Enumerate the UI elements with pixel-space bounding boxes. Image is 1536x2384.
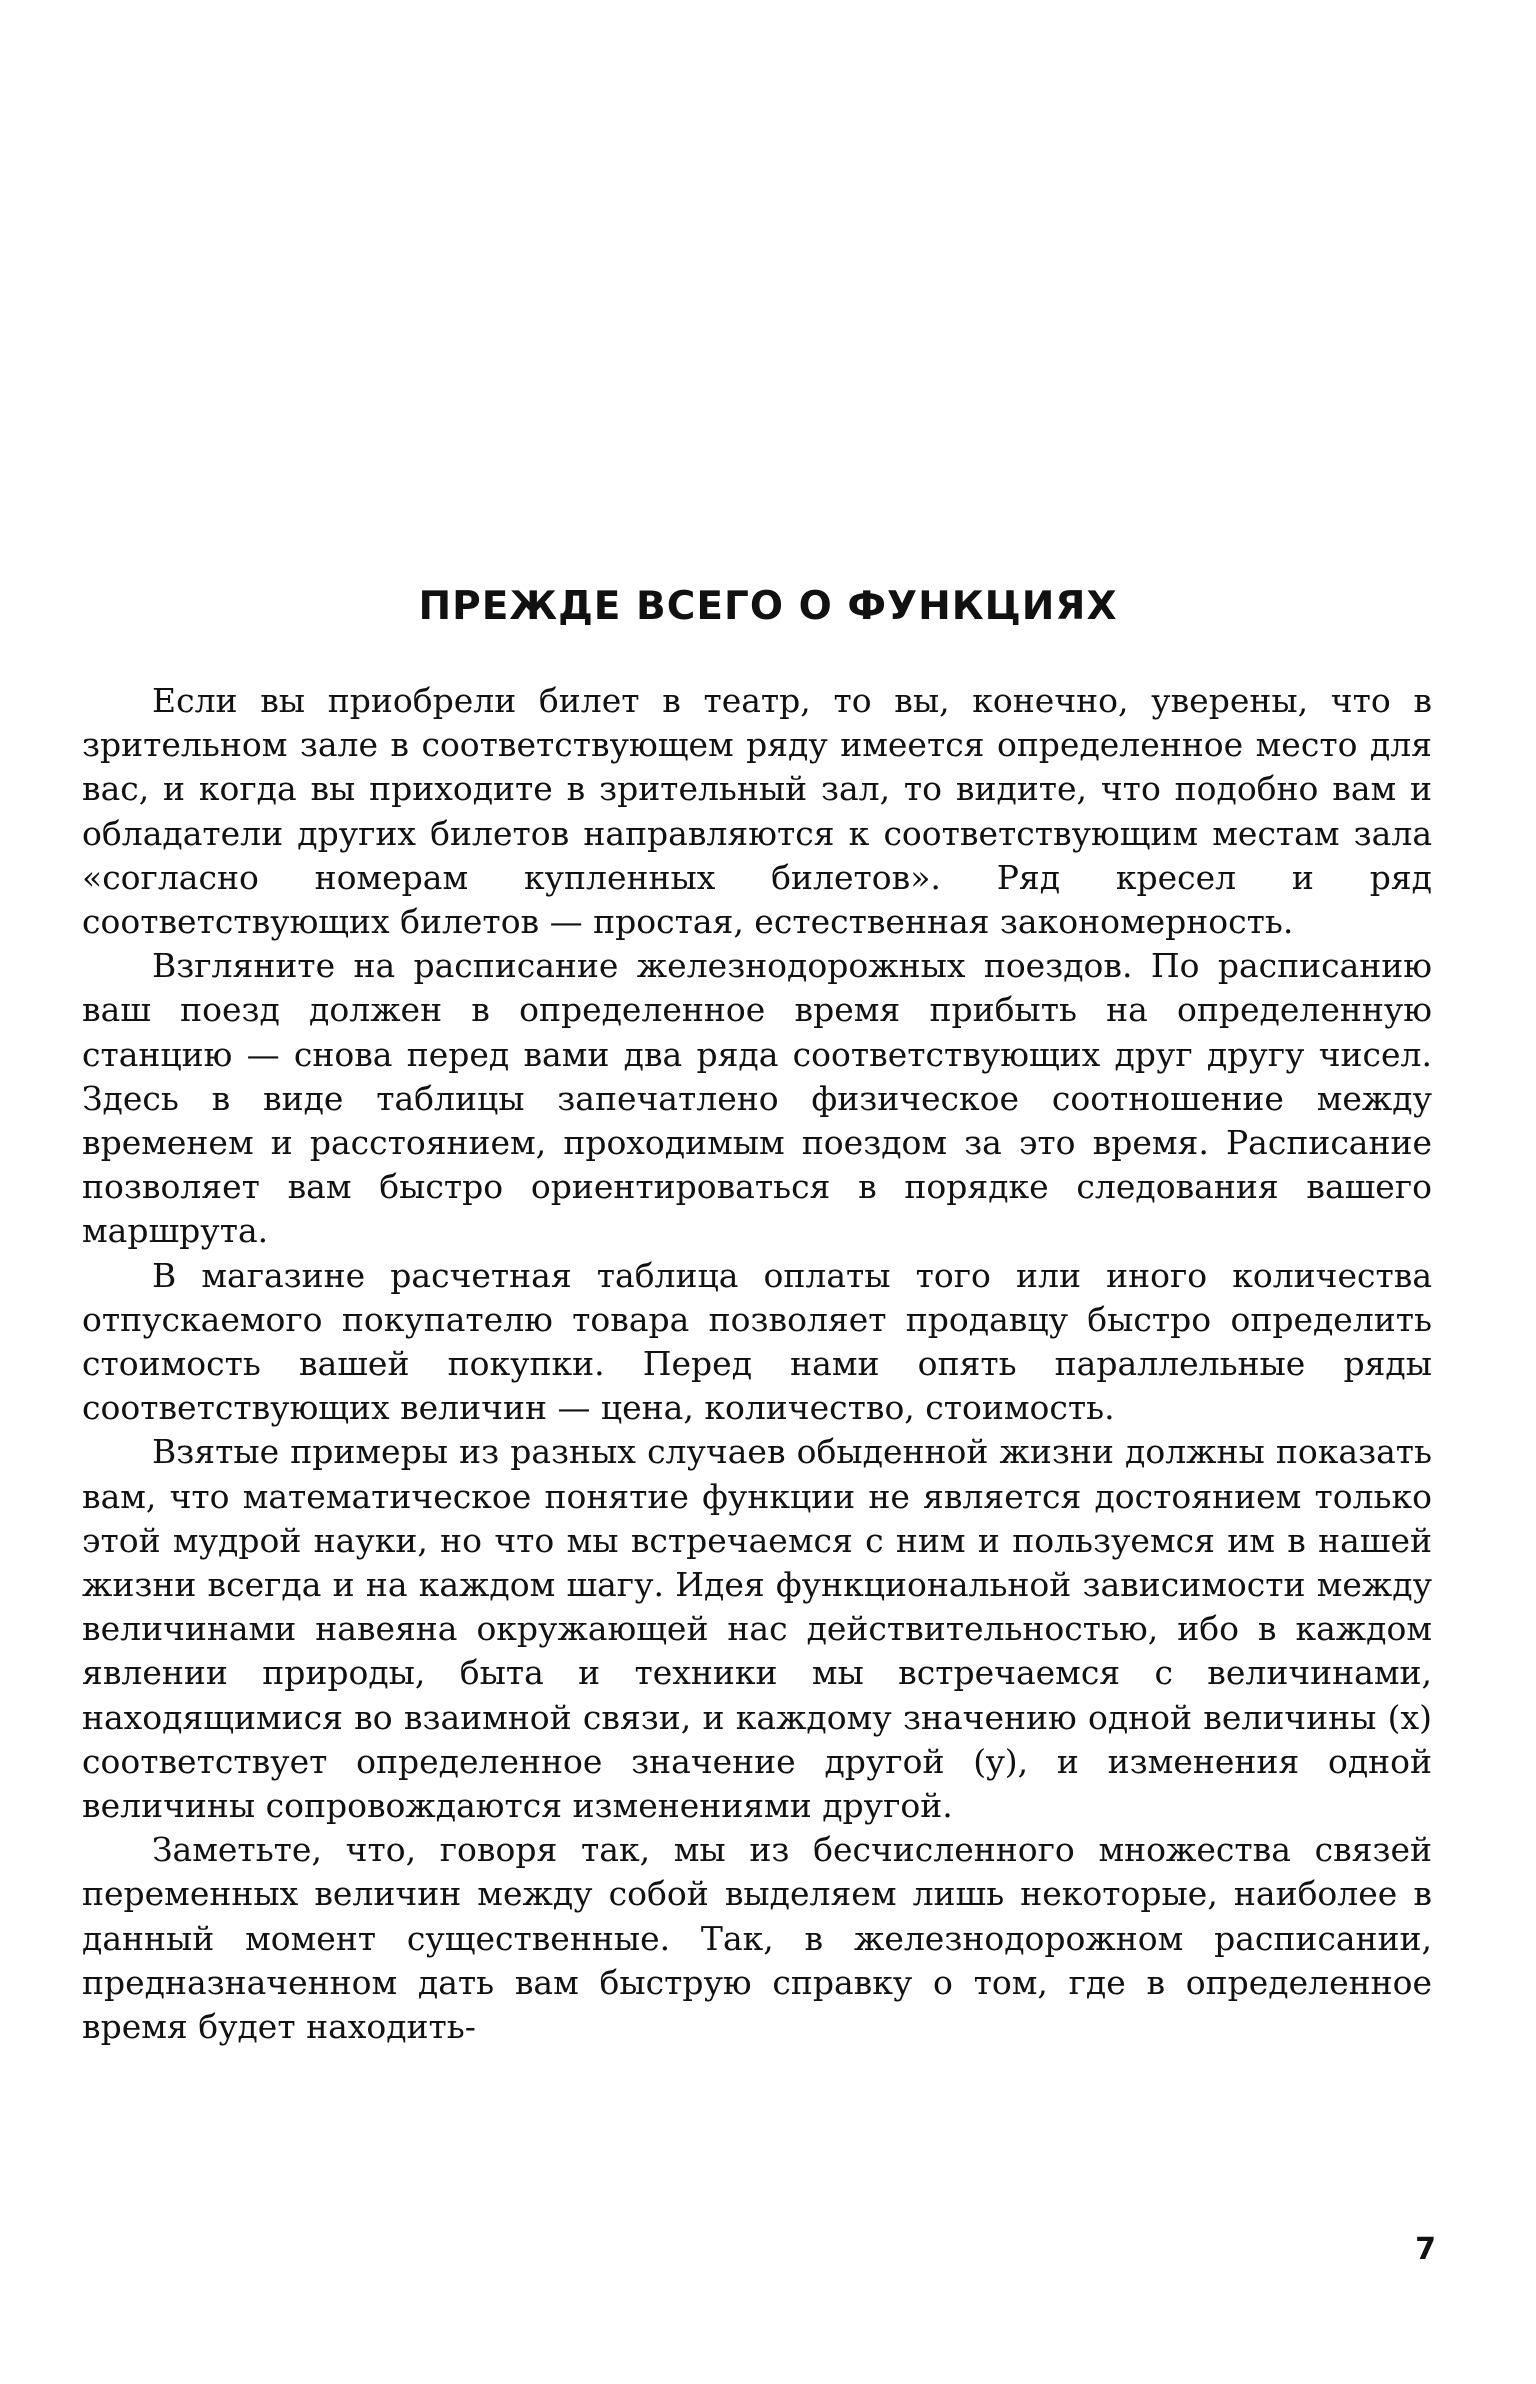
body-text <box>82 679 1432 2049</box>
page-title: ПРЕЖДЕ ВСЕГО О ФУНКЦИЯХ <box>418 584 1118 629</box>
paragraph-train-schedule: Взгляните на расписание железнодорожных поездов. По расписанию ваш поезд должен в определенное время прибыть на определенную станцию — снова перед вами два ряда соответствующих друг другу чисел. Здесь в виде таблицы запечатлено физическое соотношение между временем и расстоянием, проходимым поездом за это время. Расписание позволяет вам быстро ориентироваться в порядке следования вашего маршрута. <box>82 946 1432 1251</box>
paragraph-store-table: В магазине расчетная таблица оплаты того или иного количества отпускаемого покупателю товара позволяет продавцу быстро определить стоимость вашей покупки. Перед нами опять параллельные ряды соответствующих величин — цена, количество, стоимость. <box>82 1255 1432 1428</box>
page-number: 7 <box>1415 2232 1436 2267</box>
paragraph-examples: Взятые примеры из разных случаев обыденной жизни должны показать вам, что математическое понятие функции не является достоянием только этой мудрой науки, но что мы встречаемся с ним и пользуемся им в нашей жизни всегда и на каждом шагу. Идея функциональной зависимости между величинами навеяна окружающей нас действительностью, ибо в каждом явлении природы, быта и техники мы встречаемся с величинами, находящимися во взаимной связи, и каждому значению одной величины (x) соответствует определенное значение другой (y), и изменения одной величины сопровождаются изменениями другой. <box>82 1432 1432 1826</box>
paragraph-theater: Если вы приобрели билет в театр, то вы, конечно, уверены, что в зрительном зале в соответствующем ряду имеется определенное место для вас, и когда вы приходите в зрительный зал, то видите, что подобно вам и обладатели других билетов направляются к соответствующим местам зала «согласно номерам купленных билетов». Ряд кресел и ряд соответствующих билетов — простая, естественная закономерность. <box>82 681 1432 942</box>
paragraph-note: Заметьте, что, говоря так, мы из бесчисленного множества связей переменных величин между собой выделяем лишь некоторые, наиболее в данный момент существенные. Так, в железнодорожном расписании, предназначенном дать вам быструю справку о том, где в определенное время будет находить- <box>82 1830 1432 2047</box>
